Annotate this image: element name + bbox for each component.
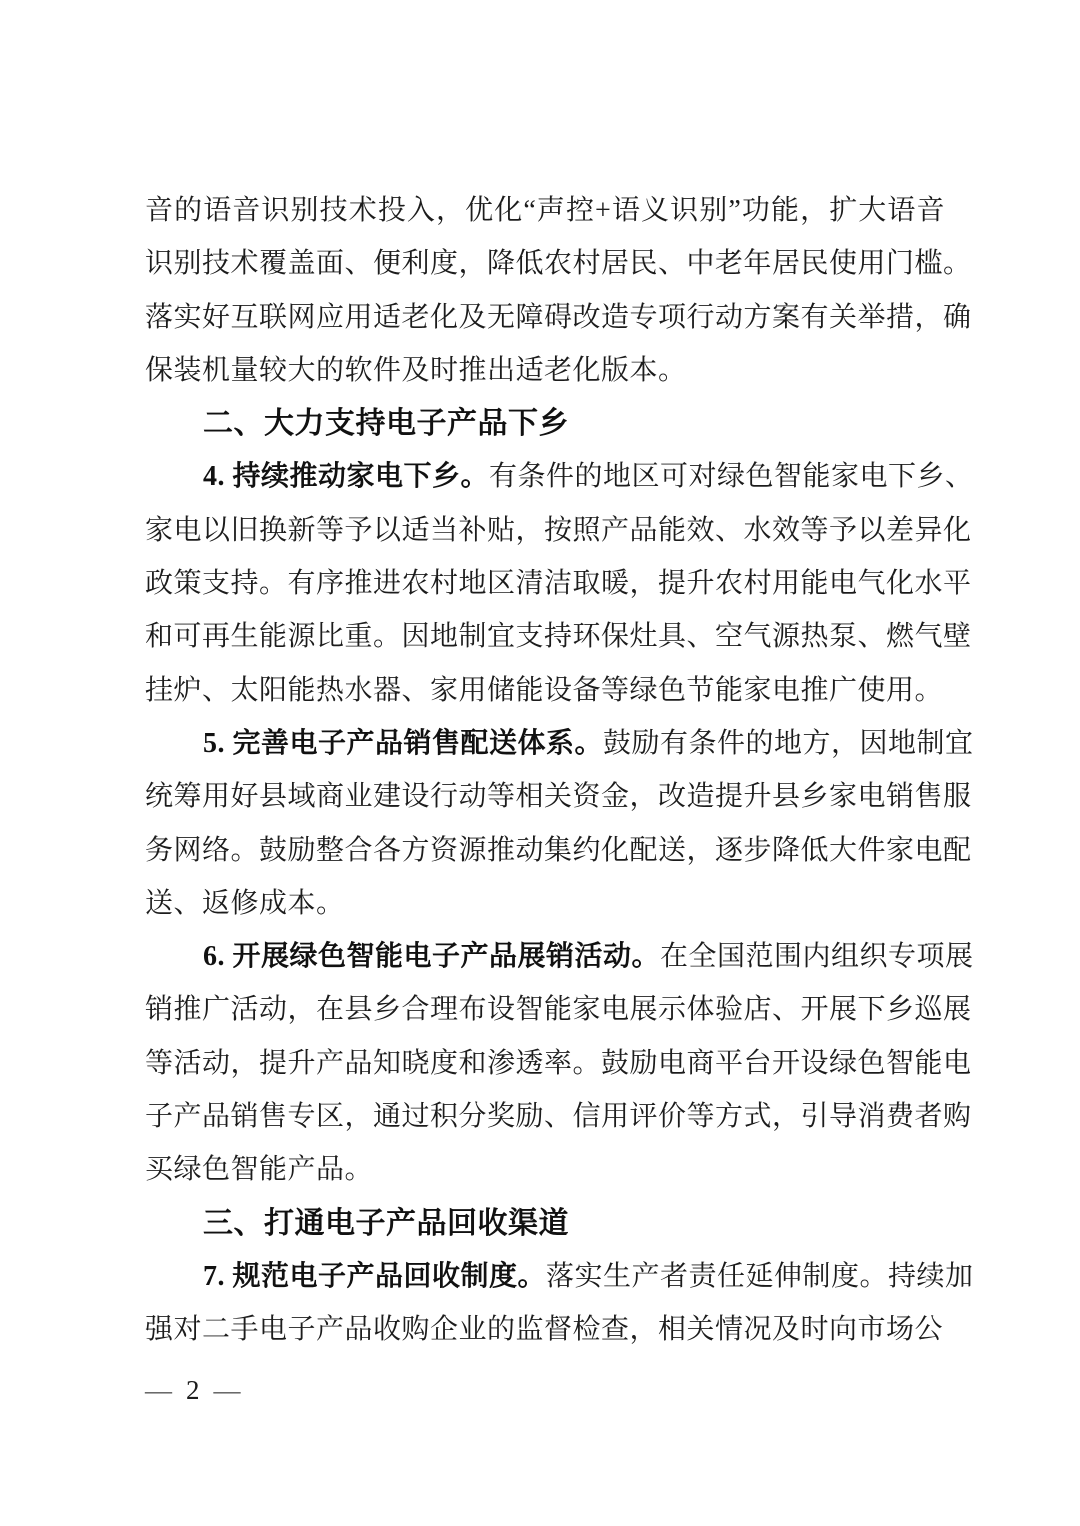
paragraph-first-line bbox=[145, 1250, 974, 1303]
footer-dash-right: — bbox=[213, 1374, 241, 1405]
section-heading: 二、大力支持电子产品下乡 bbox=[203, 407, 569, 441]
item-lead: 6. 开展绿色智能电子产品展销活动。 bbox=[203, 941, 661, 973]
body-line: 挂炉、太阳能热水器、家用储能设备等绿色节能家电推广使用。 bbox=[145, 674, 944, 706]
body-line: 等活动，提升产品知晓度和渗透率。鼓励电商平台开设绿色智能电 bbox=[145, 1047, 972, 1079]
page-number: 2 bbox=[186, 1374, 200, 1405]
item-lead: 7. 规范电子产品回收制度。 bbox=[203, 1260, 547, 1292]
body-line: 识别技术覆盖面、便利度，降低农村居民、中老年居民使用门槛。 bbox=[145, 248, 972, 280]
item-text: 在全国范围内组织专项展 bbox=[660, 941, 974, 973]
item-text: 鼓励有条件的地方，因地制宜 bbox=[603, 727, 974, 759]
body-line: 统筹用好县域商业建设行动等相关资金，改造提升县乡家电销售服 bbox=[145, 781, 972, 813]
footer-dash-left: — bbox=[145, 1374, 172, 1405]
body-line: 音的语音识别技术投入，优化“声控+语义识别”功能，扩大语音 bbox=[145, 195, 945, 226]
body-line: 家电以旧换新等予以适当补贴，按照产品能效、水效等予以差异化 bbox=[145, 514, 972, 546]
paragraph-first-line bbox=[145, 450, 974, 503]
paragraph-first-line bbox=[145, 930, 974, 983]
item-lead: 4. 持续推动家电下乡。 bbox=[203, 461, 490, 493]
page-footer bbox=[145, 1372, 945, 1408]
paragraph-first-line bbox=[145, 717, 974, 770]
section-heading: 三、打通电子产品回收渠道 bbox=[203, 1206, 569, 1240]
body-line: 送、返修成本。 bbox=[145, 887, 345, 919]
body-line: 保装机量较大的软件及时推出适老化版本。 bbox=[145, 354, 687, 386]
body-line: 销推广活动，在县乡合理布设智能家电展示体验店、开展下乡巡展 bbox=[145, 994, 972, 1026]
body-line: 子产品销售专区，通过积分奖励、信用评价等方式，引导消费者购 bbox=[145, 1101, 972, 1133]
document-body bbox=[145, 184, 974, 1408]
body-line: 和可再生能源比重。因地制宜支持环保灶具、空气源热泵、燃气壁 bbox=[145, 621, 972, 653]
body-line: 买绿色智能产品。 bbox=[145, 1154, 374, 1186]
body-line: 政策支持。有序推进农村地区清洁取暖，提升农村用能电气化水平 bbox=[145, 568, 972, 600]
body-line: 落实好互联网应用适老化及无障碍改造专项行动方案有关举措，确 bbox=[145, 301, 972, 333]
item-text: 有条件的地区可对绿色智能家电下乡、 bbox=[489, 461, 974, 493]
body-line: 强对二手电子产品收购企业的监督检查，相关情况及时向市场公 bbox=[145, 1314, 944, 1346]
item-text: 落实生产者责任延伸制度。持续加 bbox=[546, 1260, 974, 1292]
item-lead: 5. 完善电子产品销售配送体系。 bbox=[203, 727, 604, 759]
body-line: 务网络。鼓励整合各方资源推动集约化配送，逐步降低大件家电配 bbox=[145, 834, 972, 866]
